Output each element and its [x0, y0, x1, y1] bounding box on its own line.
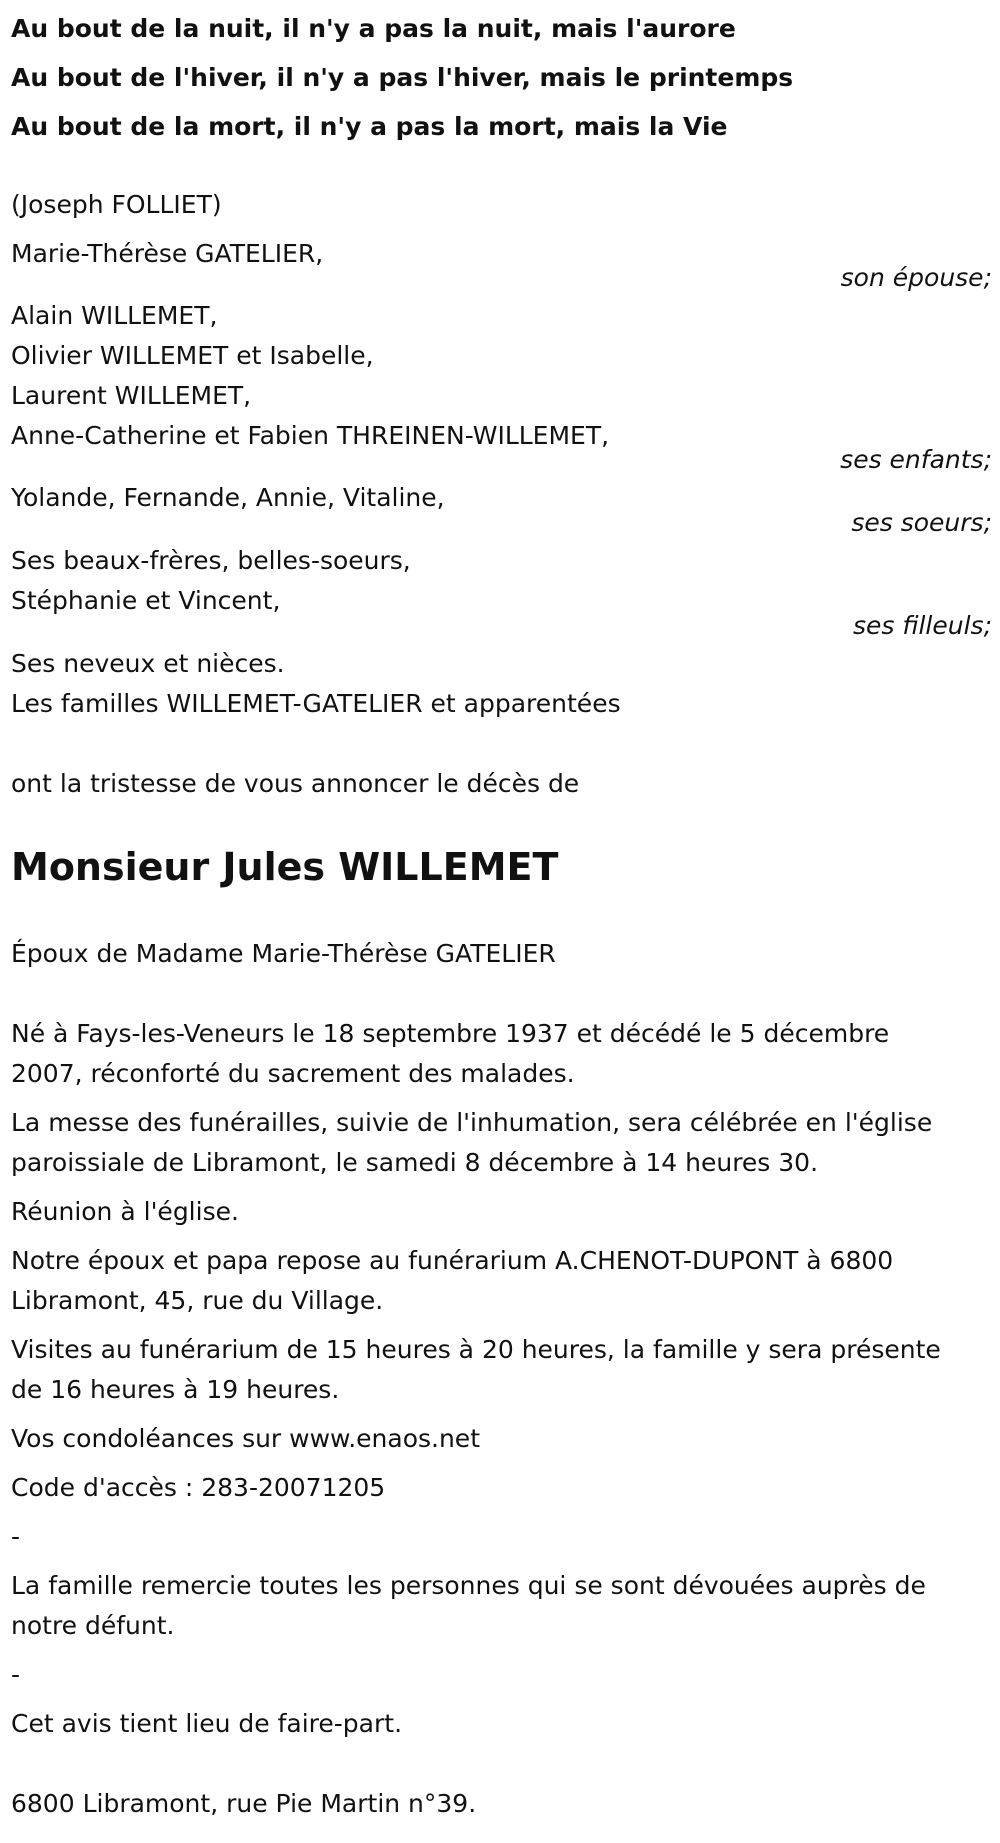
godchildren-list: [11, 541, 411, 621]
child-name: Anne-Catherine et Fabien THREINEN-WILLEMET,: [11, 421, 610, 450]
visits-info: [11, 1330, 941, 1410]
birth-death-line: Né à Fays-les-Veneurs le 18 septembre 1937 et décédé le 5 décembre: [11, 1019, 890, 1048]
funeral-info: [11, 1103, 932, 1183]
poem-author: (Joseph FOLLIET): [11, 190, 222, 219]
relatives-line: Les familles WILLEMET-GATELIER et apparentées: [11, 689, 621, 718]
funeral-line: paroissiale de Libramont, le samedi 8 décembre à 14 heures 30.: [11, 1148, 819, 1177]
access-code: Code d'accès : 283-20071205: [11, 1473, 386, 1502]
visits-line: Visites au funérarium de 15 heures à 20 heures, la famille y sera présente: [11, 1335, 941, 1364]
spouse-name: Marie-Thérèse GATELIER,: [11, 239, 324, 268]
birth-death-line: 2007, réconforté du sacrement des malades.: [11, 1059, 575, 1088]
condolences-info: Vos condoléances sur www.enaos.net: [11, 1424, 480, 1453]
repose-line: Libramont, 45, rue du Village.: [11, 1286, 384, 1315]
relatives-line: Ses neveux et nièces.: [11, 649, 285, 678]
visits-line: de 16 heures à 19 heures.: [11, 1375, 340, 1404]
children-list: [11, 296, 609, 456]
repose-info: [11, 1241, 893, 1321]
godchild-line: Stéphanie et Vincent,: [11, 586, 281, 615]
deceased-name: Monsieur Jules WILLEMET: [11, 845, 559, 889]
poem-line: Au bout de l'hiver, il n'y a pas l'hiver, mais le printemps: [11, 63, 794, 92]
child-name: Laurent WILLEMET,: [11, 381, 252, 410]
funeral-line: La messe des funérailles, suivie de l'inhumation, sera célébrée en l'église: [11, 1108, 933, 1137]
thanks-info: [11, 1566, 926, 1646]
godchild-line: Ses beaux-frères, belles-soeurs,: [11, 546, 411, 575]
child-name: Olivier WILLEMET et Isabelle,: [11, 341, 374, 370]
relatives-list: [11, 644, 621, 724]
poem-line: Au bout de la nuit, il n'y a pas la nuit, mais l'aurore: [11, 14, 736, 43]
spouse-role: son épouse;: [840, 263, 992, 292]
meeting-info: Réunion à l'église.: [11, 1197, 239, 1226]
separator: -: [11, 1522, 21, 1551]
godchildren-role: ses filleuls;: [852, 611, 992, 640]
spouse-line: Époux de Madame Marie-Thérèse GATELIER: [11, 939, 556, 968]
sisters-role: ses soeurs;: [851, 508, 992, 537]
poem-line: Au bout de la mort, il n'y a pas la mort, mais la Vie: [11, 112, 728, 141]
address: 6800 Libramont, rue Pie Martin n°39.: [11, 1789, 477, 1818]
poem: [11, 4, 793, 151]
thanks-line: La famille remercie toutes les personnes qui se sont dévouées auprès de: [11, 1571, 926, 1600]
announcement: ont la tristesse de vous annoncer le décès de: [11, 769, 580, 798]
children-role: ses enfants;: [840, 445, 992, 474]
sisters-names: Yolande, Fernande, Annie, Vitaline,: [11, 483, 445, 512]
child-name: Alain WILLEMET,: [11, 301, 218, 330]
notice: Cet avis tient lieu de faire-part.: [11, 1709, 403, 1738]
birth-death: [11, 1014, 889, 1094]
separator: -: [11, 1660, 21, 1689]
thanks-line: notre défunt.: [11, 1611, 175, 1640]
repose-line: Notre époux et papa repose au funérarium A.CHENOT-DUPONT à 6800: [11, 1246, 894, 1275]
